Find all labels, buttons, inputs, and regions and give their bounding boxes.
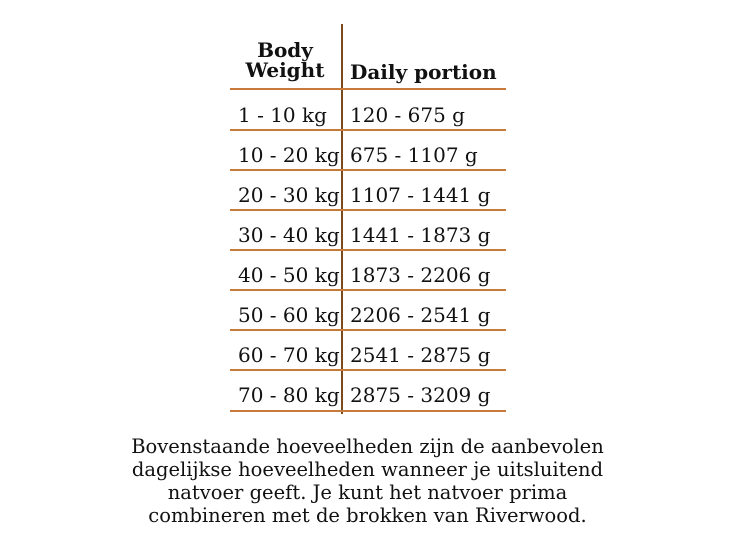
header-body-weight-line1: Body [257, 38, 313, 62]
weight-cell: 70 - 80 kg [238, 383, 340, 407]
weight-cell: 20 - 30 kg [238, 183, 340, 207]
weight-cell: 1 - 10 kg [238, 103, 327, 127]
header-daily-portion: Daily portion [350, 60, 497, 84]
header-rule [230, 88, 506, 90]
portion-table [230, 24, 506, 414]
table-header [230, 24, 506, 90]
weight-cell: 40 - 50 kg [238, 263, 340, 287]
portion-cell: 1441 - 1873 g [350, 223, 491, 247]
feeding-note [100, 435, 635, 527]
note-line: combineren met de brokken van Riverwood. [148, 504, 587, 527]
row-rule [230, 169, 506, 171]
portion-cell: 1873 - 2206 g [350, 263, 491, 287]
row-rule [230, 249, 506, 251]
row-rule [230, 129, 506, 131]
header-body-weight [230, 40, 340, 80]
weight-cell: 60 - 70 kg [238, 343, 340, 367]
weight-cell: 10 - 20 kg [238, 143, 340, 167]
portion-cell: 1107 - 1441 g [350, 183, 491, 207]
portion-cell: 2875 - 3209 g [350, 383, 491, 407]
portion-cell: 2541 - 2875 g [350, 343, 491, 367]
row-rule [230, 209, 506, 211]
row-rule [230, 289, 506, 291]
portion-cell: 2206 - 2541 g [350, 303, 491, 327]
portion-cell: 120 - 675 g [350, 103, 465, 127]
note-line: dagelijkse hoeveelheden wanneer je uitsluitend [131, 458, 604, 481]
row-rule [230, 369, 506, 371]
header-body-weight-line2: Weight [245, 58, 325, 82]
weight-cell: 30 - 40 kg [238, 223, 340, 247]
note-line: natvoer geeft. Je kunt het natvoer prima [167, 481, 568, 504]
table-row [230, 376, 506, 414]
note-line: Bovenstaande hoeveelheden zijn de aanbevolen [131, 435, 604, 458]
row-rule [230, 329, 506, 331]
portion-cell: 675 - 1107 g [350, 143, 478, 167]
row-rule [230, 410, 506, 412]
weight-cell: 50 - 60 kg [238, 303, 340, 327]
